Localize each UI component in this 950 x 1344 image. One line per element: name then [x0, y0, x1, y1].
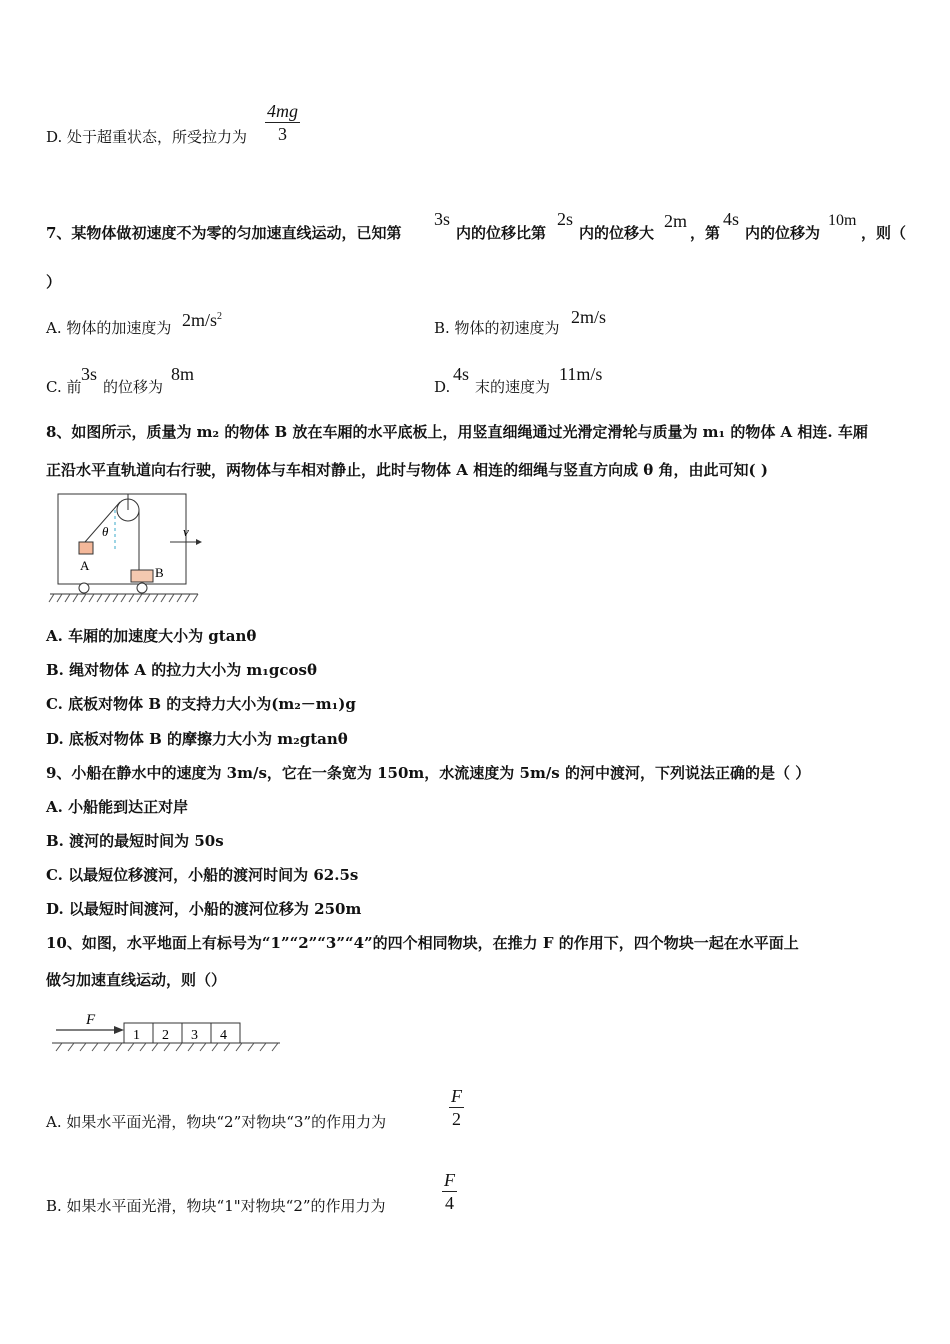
q7-math-3s: 3s [434, 209, 451, 229]
q7-math-10m: 10m [828, 212, 857, 229]
q10-option-b-fraction [442, 1170, 457, 1214]
q7-option-d-post: 末的速度为 [475, 378, 551, 396]
fraction-denominator: 4 [445, 1193, 454, 1213]
q9-option-b: B. 渡河的最短时间为 50s [46, 832, 224, 850]
q7-option-b: B. 物体的初速度为 [434, 319, 560, 337]
q10-stem-line1: 10、如图，水平地面上有标号为“1”“2”“3”“4”的四个相同物块，在推力 F 的作用下，四个物块一起在水平面上 [46, 934, 799, 952]
velocity-arrowhead [196, 539, 202, 545]
q7-math-2m: 2m [664, 211, 688, 231]
ground-hatching [56, 1043, 278, 1051]
q7-stem-part1: 7、某物体做初速度不为零的匀加速直线运动，已知第 [46, 224, 402, 242]
q8-option-d: D. 底板对物体 B 的摩擦力大小为 m₂gtanθ [46, 730, 348, 748]
q8-option-a: A. 车厢的加速度大小为 gtanθ [46, 627, 257, 645]
q10-option-a-fraction [449, 1086, 464, 1130]
q7-stem-part4: ，第 [690, 224, 721, 242]
q7-option-a: A. 物体的加速度为 [46, 319, 172, 337]
block-3-label: 3 [191, 1028, 198, 1043]
q7-stem-part3: 内的位移大 [579, 224, 655, 242]
q7-option-d-pre: D. [434, 378, 451, 396]
wheel-left [79, 583, 89, 593]
q6-option-d-fraction [265, 101, 300, 145]
label-a: A [80, 558, 90, 573]
block-a [79, 542, 93, 554]
q8-stem-line1: 8、如图所示，质量为 m₂ 的物体 B 放在车厢的水平底板上，用竖直细绳通过光滑定滑轮与质量为 m₁ 的物体 A 相连. 车厢 [46, 423, 868, 441]
block-2-label: 2 [162, 1028, 169, 1043]
fraction-denominator: 2 [452, 1109, 461, 1129]
q7-option-c-math2: 8m [171, 364, 195, 384]
q10-figure-blocks [50, 1008, 285, 1056]
ground-hatching [49, 594, 198, 602]
q7-stem-part5: 内的位移为 [745, 224, 821, 242]
q10-stem-line2: 做匀加速直线运动，则（） [46, 971, 227, 989]
q7-option-c-math1: 3s [81, 364, 98, 384]
q8-figure-cart [46, 488, 206, 608]
block-1-label: 1 [133, 1028, 140, 1043]
q7-option-a-math [182, 307, 222, 330]
q6-option-d: D. 处于超重状态，所受拉力为 [46, 128, 248, 146]
label-theta: θ [102, 524, 109, 539]
q10-option-b: B. 如果水平面光滑，物块“1"对物块“2”的作用力为 [46, 1197, 386, 1215]
q8-option-b: B. 绳对物体 A 的拉力大小为 m₁gcosθ [46, 661, 317, 679]
q9-option-a: A. 小船能到达正对岸 [46, 798, 189, 816]
q8-stem-line2: 正沿水平直轨道向右行驶，两物体与车相对静止，此时与物体 A 相连的细绳与竖直方向成 θ 角，由此可知( ) [46, 461, 768, 479]
q7-stem-part6: ，则（ [861, 224, 907, 242]
q8-option-c: C. 底板对物体 B 的支持力大小为(m₂－m₁)g [46, 695, 356, 713]
cart-body [58, 494, 186, 584]
q7-math-4s: 4s [723, 209, 740, 229]
q7-math-2s: 2s [557, 209, 574, 229]
math-text: 2m/s [182, 310, 218, 330]
label-v: v [183, 524, 189, 539]
label-f: F [86, 1012, 96, 1028]
q7-option-d-math1: 4s [453, 364, 470, 384]
q7-option-b-math: 2m/s [571, 307, 607, 327]
block-b [131, 570, 153, 582]
q10-option-a: A. 如果水平面光滑，物块“2”对物块“3”的作用力为 [46, 1113, 387, 1131]
fraction-numerator: F [451, 1086, 462, 1106]
q7-stem-part2: 内的位移比第 [456, 224, 547, 242]
q9-option-c: C. 以最短位移渡河，小船的渡河时间为 62.5s [46, 866, 359, 884]
wheel-right [137, 583, 147, 593]
q9-option-d: D. 以最短时间渡河，小船的渡河位移为 250m [46, 900, 362, 918]
q7-stem-close: ） [46, 273, 62, 291]
q7-option-c-post: 的位移为 [103, 378, 164, 396]
exponent: 2 [217, 311, 223, 322]
fraction-numerator: 4mg [267, 101, 298, 121]
fraction-denominator: 3 [278, 124, 287, 144]
fraction-numerator: F [444, 1170, 455, 1190]
q9-stem: 9、小船在静水中的速度为 3m/s，它在一条宽为 150m，水流速度为 5m/s 的河中渡河，下列说法正确的是（ ） [46, 764, 811, 782]
label-b: B [155, 565, 164, 580]
block-4-label: 4 [220, 1028, 227, 1043]
q7-option-c-pre: C. 前 [46, 378, 82, 396]
q7-option-d-math2: 11m/s [559, 364, 603, 384]
force-arrowhead [114, 1026, 124, 1034]
